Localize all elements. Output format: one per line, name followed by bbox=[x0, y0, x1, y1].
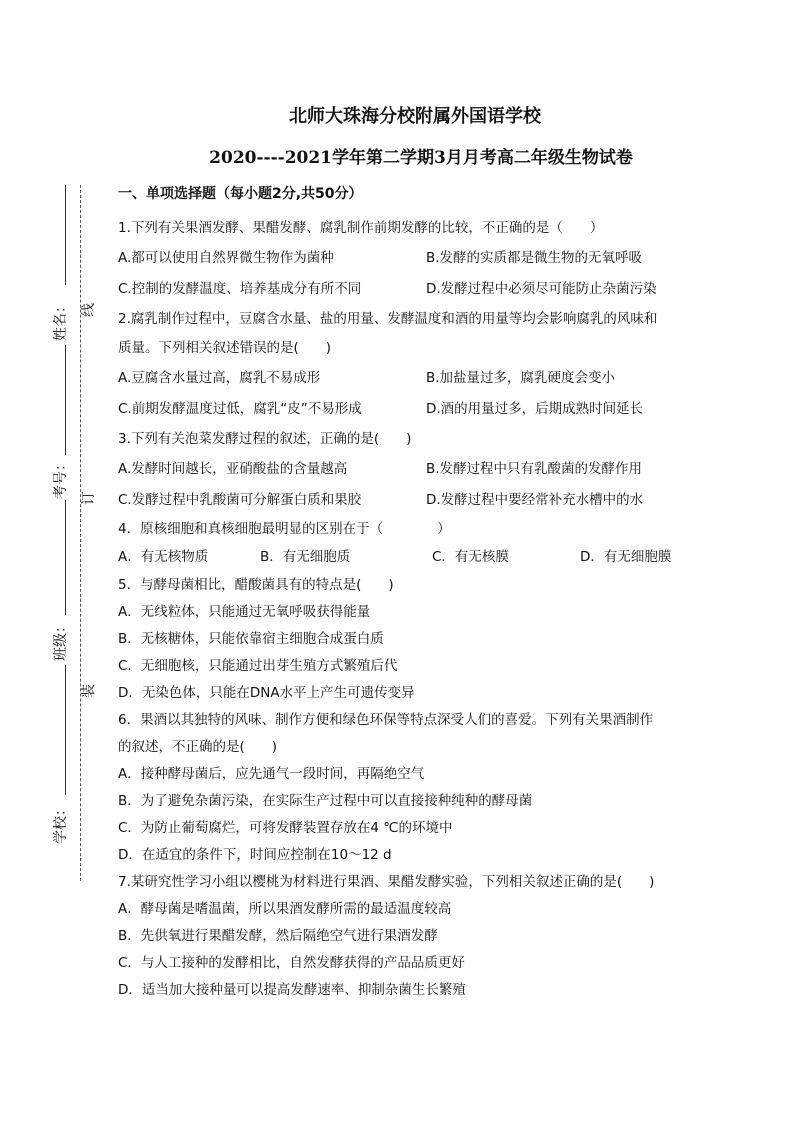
question-6-option-b: B．为了避免杂菌污染，在实际生产过程中可以直接接种纯种的酵母菌 bbox=[118, 793, 533, 809]
question-3-options-row-2 bbox=[118, 485, 683, 516]
question-3-option-c: C.发酵过程中乳酸菌可分解蛋白质和果胶 bbox=[118, 492, 362, 508]
exam-number-field-label: 考号： bbox=[53, 457, 69, 499]
question-3-stem: 3.下列有关泡菜发酵过程的叙述，正确的是( ) bbox=[118, 431, 412, 447]
question-2-option-d: D.酒的用量过多，后期成熟时间延长 bbox=[426, 401, 644, 417]
question-7-option-d: D．适当加大接种量可以提高发酵速率、抑制杂菌生长繁殖 bbox=[118, 982, 466, 998]
class-field-line bbox=[65, 500, 66, 615]
question-7-option-a: A．酵母菌是嗜温菌，所以果酒发酵所需的最适温度较高 bbox=[118, 901, 452, 917]
school-field-line bbox=[65, 665, 66, 795]
question-6-stem-line-2: 的叙述，不正确的是( ) bbox=[118, 739, 278, 755]
binding-dashed-line bbox=[80, 185, 81, 881]
binding-mark-ding: 订 bbox=[81, 491, 97, 505]
question-4-option-b: B．有无细胞质 bbox=[260, 549, 351, 565]
question-2-option-b: B.加盐量过多，腐乳硬度会变小 bbox=[426, 370, 616, 386]
question-6-option-d: D．在适宜的条件下，时间应控制在10～12 d bbox=[118, 847, 392, 863]
school-title: 北师大珠海分校附属外国语学校 bbox=[289, 106, 541, 127]
question-4-option-c: C．有无核膜 bbox=[432, 549, 509, 565]
name-field-line bbox=[65, 185, 66, 285]
binding-mark-xian: 线 bbox=[81, 303, 97, 317]
exam-number-field-line bbox=[65, 345, 66, 455]
question-5-stem: 5．与酵母菌相比，醋酸菌具有的特点是( ) bbox=[118, 577, 394, 593]
question-7-option-b: B．先供氧进行果醋发酵，然后隔绝空气进行果酒发酵 bbox=[118, 928, 438, 944]
question-1-option-c: C.控制的发酵温度、培养基成分有所不同 bbox=[118, 281, 362, 297]
question-5-option-b: B．无核糖体，只能依靠宿主细胞合成蛋白质 bbox=[118, 631, 384, 647]
question-5-option-c: C．无细胞核，只能通过出芽生殖方式繁殖后代 bbox=[118, 658, 398, 674]
question-3-options-row-1 bbox=[118, 454, 683, 485]
question-7-stem: 7.某研究性学习小组以樱桃为材料进行果酒、果醋发酵实验，下列相关叙述正确的是( ) bbox=[118, 874, 655, 890]
question-1-options-row-2 bbox=[118, 274, 683, 305]
question-6-option-a: A．接种酵母菌后，应先通气一段时间，再隔绝空气 bbox=[118, 766, 425, 782]
question-3-option-a: A.发酵时间越长，亚硝酸盐的含量越高 bbox=[118, 461, 348, 477]
question-4-option-d: D．有无细胞膜 bbox=[580, 549, 672, 565]
question-1-stem: 1.下列有关果酒发酵、果醋发酵、腐乳制作前期发酵的比较，不正确的是（ ） bbox=[118, 220, 604, 236]
question-5-option-a: A．无线粒体，只能通过无氧呼吸获得能量 bbox=[118, 604, 371, 620]
question-3-option-d: D.发酵过程中要经常补充水槽中的水 bbox=[426, 492, 644, 508]
question-4-options bbox=[118, 543, 683, 572]
class-field-label: 班级： bbox=[53, 619, 69, 661]
question-2-options-row-2 bbox=[118, 394, 683, 425]
question-1-option-a: A.都可以使用自然界微生物作为菌种 bbox=[118, 250, 334, 266]
binding-mark-zhuang: 装 bbox=[81, 684, 97, 698]
question-2-options-row-1 bbox=[118, 363, 683, 394]
exam-title: 2020----2021学年第二学期3月月考高二年级生物试卷 bbox=[209, 148, 633, 168]
name-field-label: 姓名： bbox=[53, 299, 69, 341]
question-2-option-c: C.前期发酵温度过低，腐乳“皮”不易形成 bbox=[118, 401, 362, 417]
question-1-option-d: D.发酵过程中必须尽可能防止杂菌污染 bbox=[426, 281, 657, 297]
question-5-option-d: D．无染色体，只能在DNA水平上产生可遗传变异 bbox=[118, 685, 415, 701]
question-1-options-row-1 bbox=[118, 243, 683, 274]
question-2-stem-line-2: 质量。下列相关叙述错误的是( ) bbox=[118, 340, 332, 356]
question-content bbox=[118, 184, 683, 1004]
question-6-stem-line-1: 6．果酒以其独特的风味、制作方便和绿色环保等特点深受人们的喜爱。下列有关果酒制作 bbox=[118, 712, 654, 728]
question-2-option-a: A.豆腐含水量过高，腐乳不易成形 bbox=[118, 370, 321, 386]
school-field-label: 学校： bbox=[53, 802, 69, 844]
question-2-stem-line-1: 2.腐乳制作过程中，豆腐含水量、盐的用量、发酵温度和酒的用量等均会影响腐乳的风味和 bbox=[118, 311, 658, 327]
question-7-option-c: C．与人工接种的发酵相比，自然发酵获得的产品品质更好 bbox=[118, 955, 465, 971]
question-4-option-a: A．有无核物质 bbox=[118, 549, 209, 565]
question-1-option-b: B.发酵的实质都是微生物的无氧呼吸 bbox=[426, 250, 643, 266]
question-4-stem: 4．原核细胞和真核细胞最明显的区别在于（ ） bbox=[118, 521, 451, 537]
question-3-option-b: B.发酵过程中只有乳酸菌的发酵作用 bbox=[426, 461, 643, 477]
section-heading: 一、单项选择题（每小题2分,共50分） bbox=[118, 186, 363, 202]
question-6-option-c: C．为防止葡萄腐烂，可将发酵装置存放在4 ℃的环境中 bbox=[118, 820, 453, 836]
